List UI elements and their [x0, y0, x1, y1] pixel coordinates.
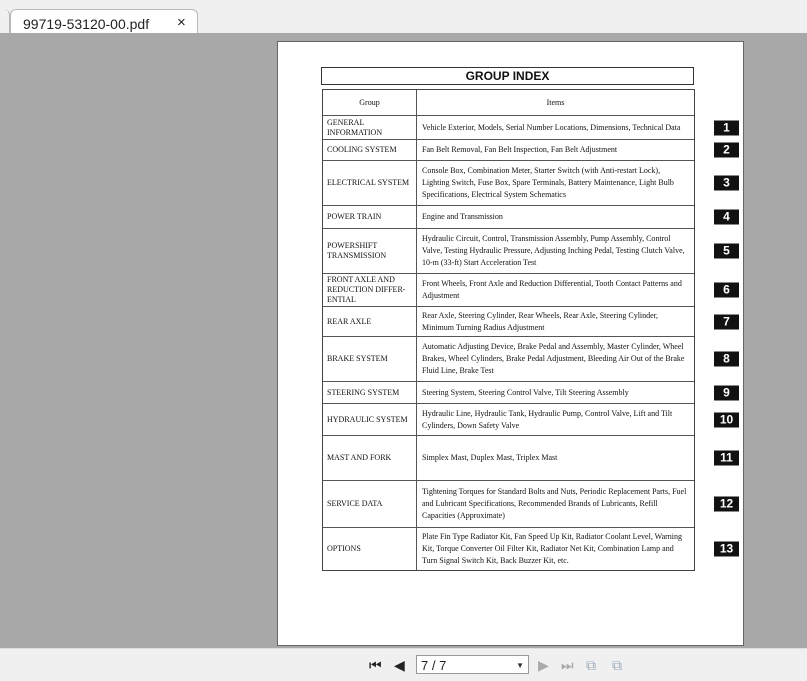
table-row	[323, 403, 734, 435]
table-row	[323, 273, 730, 306]
chevron-down-icon: ▼	[516, 661, 524, 670]
previous-page-icon[interactable]: ◀︎	[394, 657, 405, 673]
page-selector-value: 7 / 7	[421, 658, 447, 673]
pdf-page	[277, 41, 744, 646]
table-row	[323, 336, 730, 381]
section-number-tab[interactable]: 3	[714, 176, 739, 191]
first-page-icon[interactable]: ⏮︎	[369, 657, 382, 673]
page-selector[interactable]	[416, 655, 529, 674]
group-cell: STEERING SYSTEM	[323, 382, 417, 403]
items-cell: Vehicle Exterior, Models, Serial Number Locations, Dimensions, Technical Data	[422, 122, 681, 132]
items-cell: Fan Belt Removal, Fan Belt Inspection, Fan Belt Adjustment	[422, 145, 618, 154]
items-cell: Steering System, Steering Control Valve, Tilt Steering Assembly	[422, 387, 629, 397]
section-number-tab[interactable]: 13	[714, 542, 739, 557]
section-number-tab[interactable]: 8	[714, 352, 739, 367]
group-cell: FRONT AXLE AND REDUCTION DIFFER-ENTIAL	[323, 274, 417, 306]
table-row	[323, 480, 734, 527]
table-row	[323, 306, 730, 336]
group-cell: HYDRAULIC SYSTEM	[323, 404, 417, 435]
items-cell: Engine and Transmission	[422, 212, 503, 221]
items-cell: Rear Axle, Steering Cylinder, Rear Wheels, Rear Axle, Steering Cylinder, Minimum Turning Radius Adjustment	[422, 310, 659, 332]
group-cell: GENERAL INFORMATION	[323, 116, 417, 139]
table-row	[323, 205, 730, 228]
group-cell: POWERSHIFT TRANSMISSION	[323, 229, 417, 273]
items-cell: Simplex Mast, Duplex Mast, Triplex Mast	[422, 453, 558, 462]
page-title: GROUP INDEX	[321, 67, 694, 85]
header-group: Group	[323, 90, 417, 115]
items-cell: Plate Fin Type Radiator Kit, Fan Speed Up Kit, Radiator Coolant Level, Warning Kit, Torque Converter Oil Filter Kit, Radiator Net Kit, Combination Lamp and Turn Signal Switch Kit, Back Buzzer Kit, etc.	[422, 532, 683, 565]
section-number-tab[interactable]: 5	[714, 244, 739, 259]
group-cell: COOLING SYSTEM	[323, 140, 417, 160]
table-row	[323, 160, 730, 205]
close-icon[interactable]: ×	[177, 14, 186, 31]
section-number-tab[interactable]: 11	[714, 451, 739, 466]
items-cell: Console Box, Combination Meter, Starter Switch (with Anti-restart Lock), Lighting Switch, Fuse Box, Spare Terminals, Battery Maintenance, Light Bulb Specifications, Electrical System Schematics	[422, 166, 674, 199]
section-number-tab[interactable]: 6	[714, 283, 739, 298]
section-number-tab[interactable]: 4	[714, 210, 739, 225]
table-header	[323, 90, 694, 115]
items-cell: Automatic Adjusting Device, Brake Pedal and Assembly, Master Cylinder, Wheel Brakes, Wheel Cylinders, Brake Pedal Adjustment, Bleeding Air Out of the Brake Fluid Line, Brake Test	[422, 342, 685, 375]
section-number-tab[interactable]: 10	[714, 412, 739, 427]
rotate-forward-icon[interactable]: ⧉	[612, 657, 622, 673]
table-row	[323, 139, 730, 160]
last-page-icon[interactable]: ⏭︎	[561, 657, 574, 673]
table-row	[323, 435, 733, 480]
section-number-tab[interactable]: 1	[714, 120, 739, 135]
table-row	[323, 115, 730, 139]
page-toolbar	[0, 648, 807, 681]
table-row	[323, 527, 734, 570]
group-cell: REAR AXLE	[323, 307, 417, 336]
group-cell: ELECTRICAL SYSTEM	[323, 161, 417, 205]
group-cell: BRAKE SYSTEM	[323, 337, 417, 381]
items-cell: Tightening Torques for Standard Bolts and Nuts, Periodic Replacement Parts, Fuel and Lubricant Specifications, Recommended Brands of Lubricants, Refill Capacities (Approximate)	[422, 487, 687, 520]
previous-tab-edge[interactable]	[0, 9, 10, 33]
group-cell: POWER TRAIN	[323, 206, 417, 228]
tab-title: 99719-53120-00.pdf	[23, 16, 150, 32]
items-cell: Hydraulic Circuit, Control, Transmission Assembly, Pump Assembly, Control Valve, Testing Hydraulic Pressure, Adjusting Inching Pedal, Testing Clutch Valve, 10-m (33-ft) Start Acceleration Test	[422, 234, 685, 267]
group-cell: MAST AND FORK	[323, 436, 417, 480]
group-index-table	[322, 89, 734, 571]
section-number-tab[interactable]: 7	[714, 314, 739, 329]
document-tab[interactable]	[10, 9, 198, 34]
next-page-icon[interactable]: ▶︎	[538, 657, 549, 673]
pdf-viewer[interactable]	[0, 33, 807, 648]
header-items: Items	[546, 97, 565, 107]
group-cell: SERVICE DATA	[323, 481, 417, 527]
items-cell: Front Wheels, Front Axle and Reduction Differential, Tooth Contact Patterns and Adjustment	[422, 279, 682, 300]
section-number-tab[interactable]: 2	[714, 143, 739, 158]
items-cell: Hydraulic Line, Hydraulic Tank, Hydraulic Pump, Control Valve, Lift and Tilt Cylinders, Down Safety Valve	[422, 408, 673, 430]
group-cell: OPTIONS	[323, 528, 417, 570]
table-row	[323, 381, 730, 403]
section-number-tab[interactable]: 12	[714, 497, 739, 512]
section-number-tab[interactable]: 9	[714, 385, 739, 400]
table-row	[323, 228, 730, 273]
tab-bar	[0, 0, 807, 33]
rotate-back-icon[interactable]: ⧉	[586, 657, 596, 673]
